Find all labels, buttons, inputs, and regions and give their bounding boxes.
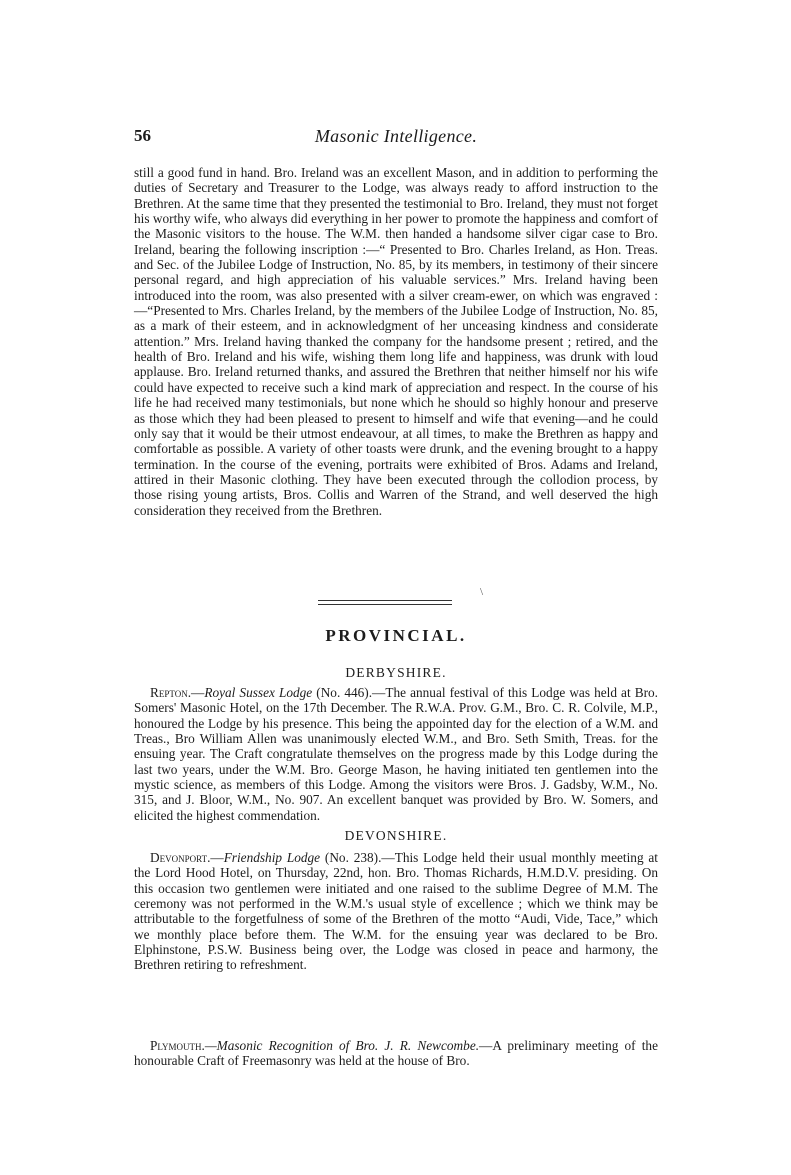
section-title: PROVINCIAL.: [325, 626, 467, 645]
lodge-name: Friendship Lodge: [223, 850, 321, 865]
lodge-name: Royal Sussex Lodge: [204, 685, 313, 700]
stray-mark: \: [480, 586, 484, 598]
place-name: Plymouth.: [150, 1038, 205, 1053]
running-title: Masonic Intelligence.: [314, 126, 478, 146]
article-continuation: still a good fund in hand. Bro. Ireland was an excellent Mason, and in addition to performing the duties of Secretary and Treasurer to the Lodge, was always ready to afford instruction to the Brethren. At the same time that they presented the testimonial to Bro. Ireland, they must not forget his worthy wife, who always did everything in her power to promote the happiness and comfort of the Masonic visitors to the house. The W.M. then handed a handsome silver cigar case to Bro. Ireland, bearing the following inscription :—“ Presented to Bro. Charles Ireland, as Hon. Treas. and Sec. of the Jubilee Lodge of Instruction, No. 85, by its members, in testimony of their sincere personal regard, and high appreciation of his valuable services.” Mrs. Ireland having been introduced into the room, was also presented with a silver cream-ewer, on which was engraved :—“Presented to Mrs. Charles Ireland, by the members of the Jubilee Lodge of Instruction, No. 85, as a mark of their esteem, and in acknowledgment of her unceasing kindness and considerate attention.” Mrs. Ireland having thanked the company for the handsome present ; retired, and the health of Bro. Ireland and his wife, wishing them long life and happiness, was drunk with loud applause. Bro. Ireland returned thanks, and assured the Brethren that neither himself nor his wife could have expected to receive such a kind mark of appreciation and respect. In the course of his life he had received many testimonials, but none which he should so highly honour and preserve as those which they had been pleased to present to himself and wife that evening—and he could only say that it would be their utmost endeavour, at all times, to make the Brethren as happy and comfortable as possible. A variety of other toasts were drunk, and the evening brought to a happy termination. In the course of the evening, portraits were exhibited of Bros. Adams and Ireland, attired in their Masonic clothing. They have been executed through the collodion process, by those rising young artists, Bros. Collis and Warren of the Strand, and well deserved the high consideration they received from the Brethren.: [134, 165, 658, 518]
derbyshire-report: Repton.—Royal Sussex Lodge (No. 446).—The annual festival of this Lodge was held at Bro. Somers' Masonic Hotel, on the 17th December. The R.W.A. Prov. G.M., Bro. C. R. Colvile, M.P., honoured the Lodge by his presence. This being the appointed day for the election of a W.M. and Treas., Bro William Allen was unanimously elected W.M., and Bro. Seth Smith, Treas. for the ensuing year. The Craft congratulate themselves on the progress made by this Lodge during the last two years, under the W.M. Bro. George Mason, he having initiated ten gentlemen into the mystic science, as members of this Lodge. Among the visitors were Bros. J. Gadsby, W.M., No. 315, and J. Bloor, W.M., No. 907. An excellent banquet was provided by Bro. W. Somers, and elicited the highest commendation.: [134, 685, 658, 823]
devonshire-report: Devonport.—Friendship Lodge (No. 238).—This Lodge held their usual monthly meeting at the Lord Hood Hotel, on Thursday, 22nd, hon. Bro. Thomas Richards, H.M.D.V. presiding. On this occasion two gentlemen were initiated and one raised to the sublime Degree of M.M. The ceremony was not performed in the W.M.'s usual style of excellence ; which we think may be attributable to the forgetfulness of some of the Brethren of the motto “Audi, Vide, Tace,” which we monthly place before them. The W.M. for the ensuing year was declared to be Bro. Elphinstone, P.S.W. Business being over, the Lodge was closed in peace and harmony, the Brethren retiring to refreshment.: [134, 850, 658, 973]
plymouth-report: [134, 1038, 658, 1069]
report-text: (No. 446).—The annual festival of this Lodge was held at Bro. Somers' Masonic Hotel, on the 17th December. The R.W.A. Prov. G.M., Bro. C. R. Colvile, M.P., honoured the Lodge by his presence. This being the appointed day for the election of a W.M. and Treas., Bro William Allen was unanimously elected W.M., and Bro. Seth Smith, Treas. for the ensuing year. The Craft congratulate themselves on the progress made by this Lodge during the last two years, under the W.M. Bro. George Mason, he having initiated ten gentlemen into the mystic science, as members of this Lodge. Among the visitors were Bros. J. Gadsby, W.M., No. 315, and J. Bloor, W.M., No. 907. An excellent banquet was provided by Bro. W. Somers, and elicited the highest commendation.: [134, 685, 658, 823]
place-name: Repton.: [150, 685, 192, 700]
section-divider: [318, 600, 452, 605]
page-header: [134, 126, 658, 150]
report-text: (No. 238).—This Lodge held their usual monthly meeting at the Lord Hood Hotel, on Thursday, 22nd, hon. Bro. Thomas Richards, H.M.D.V. presiding. On this occasion two gentlemen were initiated and one raised to the sublime Degree of M.M. The ceremony was not performed in the W.M.'s usual style of excellence ; which we think may be attributable to the forgetfulness of some of the Brethren of the motto “Audi, Vide, Tace,” which we monthly place before them. The W.M. for the ensuing year was declared to be Bro. Elphinstone, P.S.W. Business being over, the Lodge was closed in peace and harmony, the Brethren retiring to refreshment.: [134, 850, 658, 973]
place-name: Devonport.: [150, 850, 211, 865]
article-title: —Masonic Recognition of Bro. J. R. Newcombe.: [204, 1038, 480, 1053]
devonshire-heading: DEVONSHIRE.: [344, 828, 448, 843]
report-text: —A preliminary meeting of the honourable Craft of Freemasonry was held at the house of Bro.: [134, 1038, 658, 1069]
page-number: 56: [134, 126, 151, 145]
derbyshire-heading: DERBYSHIRE.: [345, 665, 447, 680]
